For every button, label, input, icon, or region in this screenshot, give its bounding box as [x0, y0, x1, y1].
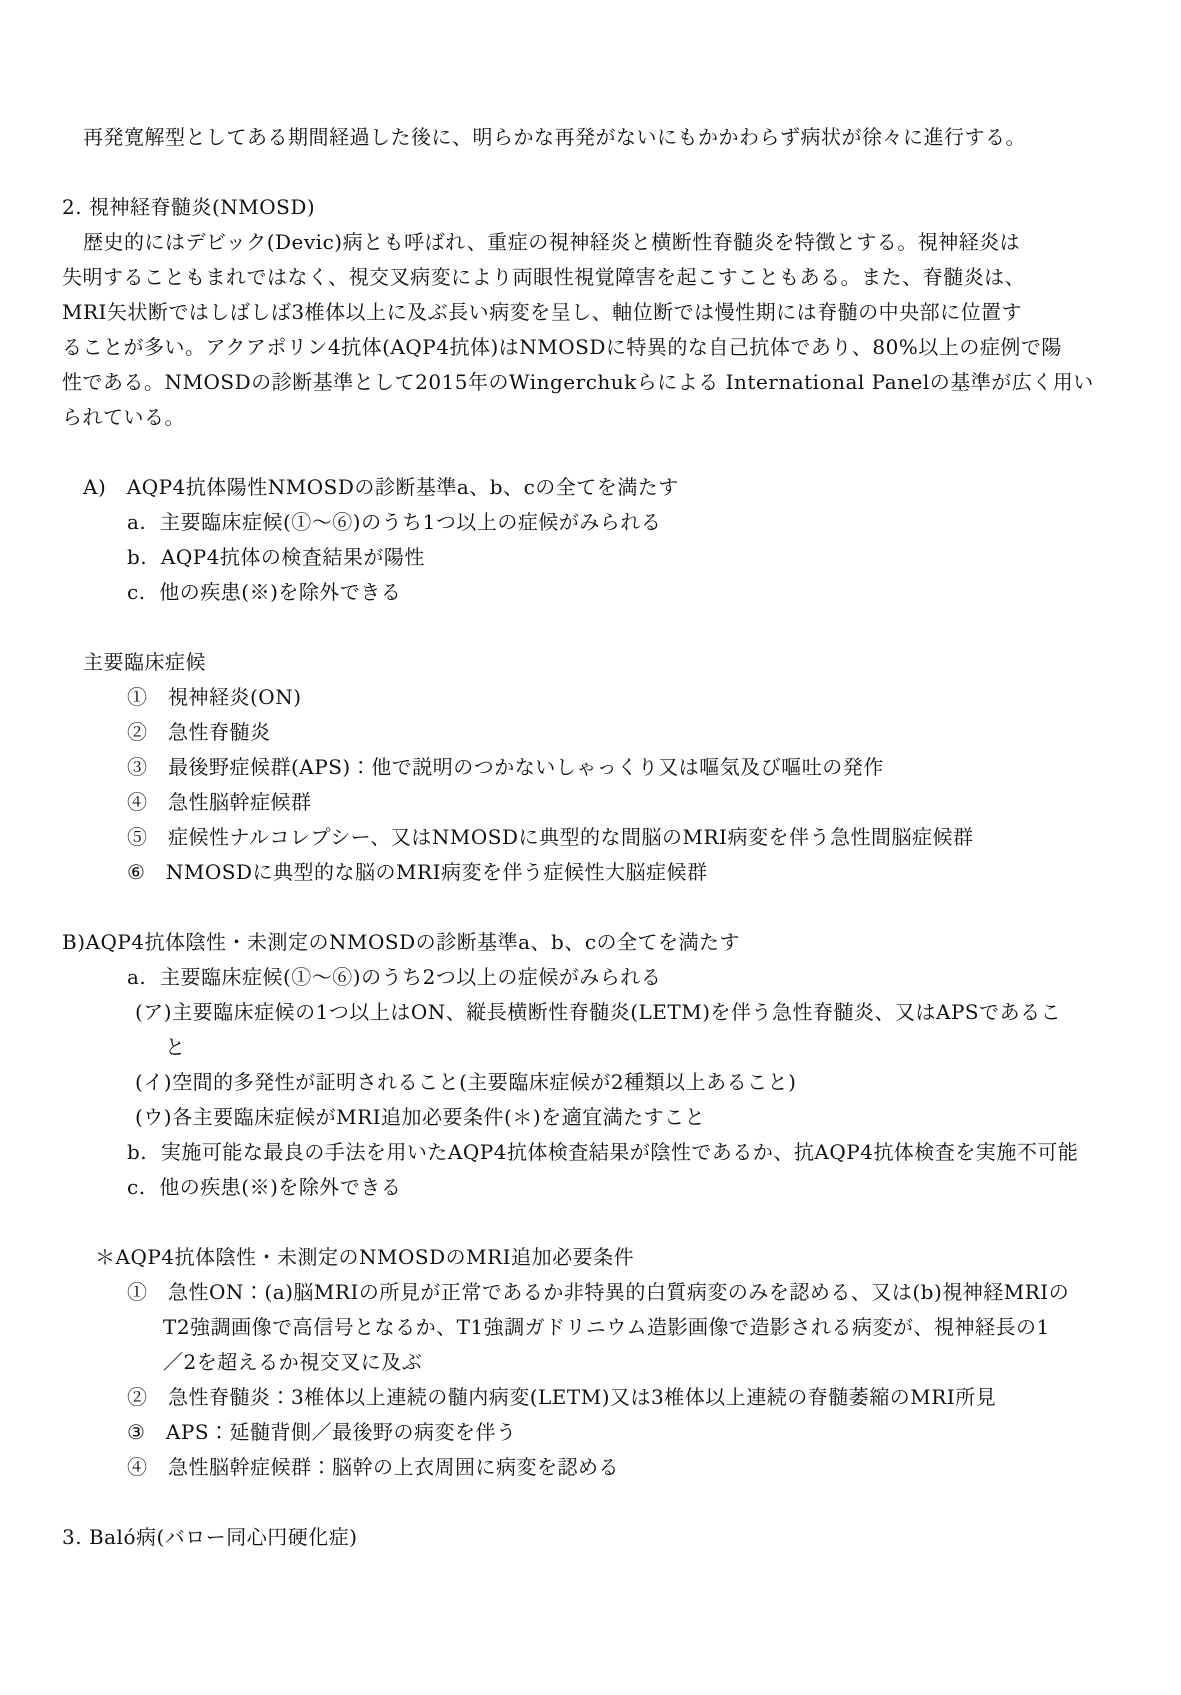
blank-line	[62, 1485, 1151, 1520]
numbered-item: ④ 急性脳幹症候群	[127, 790, 312, 814]
paragraph-line: 性である。NMOSDの診断基準として2015年のWingerchukらによる International Panelの基準が広く用い	[62, 370, 1094, 394]
criteria-item: a. 主要臨床症候(①～⑥)のうち2つ以上の症候がみられる	[127, 965, 662, 989]
paragraph-line: 失明することもまれではなく、視交叉病変により両眼性視覚障害を起こすこともある。また、脊髄炎は、	[62, 265, 1026, 289]
numbered-item: ③ APS：延髄背側／最後野の病変を伴う	[127, 1420, 517, 1444]
blank-line	[62, 435, 1151, 470]
numbered-item: ① 視神経炎(ON)	[127, 685, 302, 709]
criteria-b-heading: B)AQP4抗体陰性・未測定のNMOSDの診断基準a、b、cの全てを満たす	[62, 930, 741, 954]
paragraph-line: 歴史的にはデビック(Devic)病とも呼ばれ、重症の視神経炎と横断性脊髄炎を特徴とする。視神経炎は	[83, 230, 1021, 254]
blank-line	[62, 610, 1151, 645]
numbered-item: ③ 最後野症候群(APS)：他で説明のつかないしゃっくり又は嘔気及び嘔吐の発作	[127, 755, 884, 779]
criteria-subitem: (イ)空間的多発性が証明されること(主要臨床症候が2種類以上あること)	[135, 1070, 797, 1094]
paragraph-line: 再発寛解型としてある期間経過した後に、明らかな再発がないにもかかわらず病状が徐々に進行する。	[83, 125, 1026, 149]
paragraph-line: られている。	[62, 405, 185, 429]
criteria-item: b. 実施可能な最良の手法を用いたAQP4抗体検査結果が陰性であるか、抗AQP4抗体検査を実施不可能	[127, 1140, 1079, 1164]
numbered-item: ⑤ 症候性ナルコレプシー、又はNMOSDに典型的な間脳のMRI病変を伴う急性間脳症候群	[127, 825, 974, 849]
criteria-item: c. 他の疾患(※)を除外できる	[127, 1175, 402, 1199]
numbered-item: ① 急性ON：(a)脳MRIの所見が正常であるか非特異的白質病変のみを認める、又は(b)視神経MRIの	[127, 1280, 1070, 1304]
numbered-item: ② 急性脊髄炎	[127, 720, 271, 744]
criteria-a-heading: A) AQP4抗体陽性NMOSDの診断基準a、b、cの全てを満たす	[83, 475, 679, 499]
numbered-item: ⑥ NMOSDに典型的な脳のMRI病変を伴う症候性大脳症候群	[127, 860, 708, 884]
criteria-subitem: (ア)主要臨床症候の1つ以上はON、縦長横断性脊髄炎(LETM)を伴う急性脊髄炎、又はAPSであるこ	[135, 1000, 1062, 1024]
blank-line	[62, 155, 1151, 190]
subheading: 主要臨床症候	[83, 650, 206, 674]
numbered-item: ④ 急性脳幹症候群：脳幹の上衣周囲に病変を認める	[127, 1455, 619, 1479]
criteria-item: b. AQP4抗体の検査結果が陽性	[127, 545, 425, 569]
numbered-item: ② 急性脊髄炎：3椎体以上連続の髄内病変(LETM)又は3椎体以上連続の脊髄萎縮のMRI所見	[127, 1385, 997, 1409]
blank-line	[62, 890, 1151, 925]
paragraph-line: ることが多い。アクアポリン4抗体(AQP4抗体)はNMOSDに特異的な自己抗体であり、80%以上の症例で陽	[62, 335, 1062, 359]
numbered-item-wrap: T2強調画像で高信号となるか、T1強調ガドリニウム造影画像で造影される病変が、視神経長の1	[163, 1315, 1050, 1339]
numbered-item-wrap: ／2を超えるか視交叉に及ぶ	[163, 1350, 423, 1374]
criteria-item: a. 主要臨床症候(①～⑥)のうち1つ以上の症候がみられる	[127, 510, 662, 534]
criteria-subitem: (ウ)各主要臨床症候がMRI追加必要条件(＊)を適宜満たすこと	[135, 1105, 706, 1129]
paragraph-line: MRI矢状断ではしばしば3椎体以上に及ぶ長い病変を呈し、軸位断では慢性期には脊髄の中央部に位置す	[62, 300, 1023, 324]
blank-line	[62, 1205, 1151, 1240]
section-heading: 3. Baló病(バロー同心円硬化症)	[62, 1525, 358, 1549]
mri-conditions-subheading: ＊AQP4抗体陰性・未測定のNMOSDのMRI追加必要条件	[95, 1245, 635, 1269]
section-heading: 2. 視神経脊髄炎(NMOSD)	[62, 195, 316, 219]
criteria-item: c. 他の疾患(※)を除外できる	[127, 580, 402, 604]
criteria-subitem-wrap: と	[165, 1035, 186, 1059]
